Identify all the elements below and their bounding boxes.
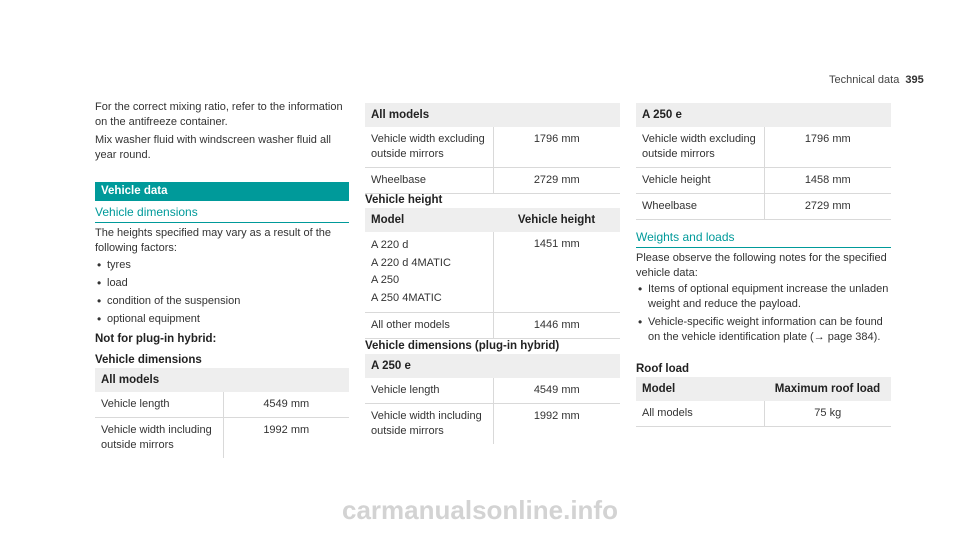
height-table xyxy=(365,208,620,339)
page-number: 395 xyxy=(905,74,924,86)
list-item: • condition of the suspension xyxy=(95,294,349,309)
table-header: All models xyxy=(365,103,620,127)
value-column-header: Vehicle height xyxy=(493,208,620,232)
antifreeze-note: For the correct mixing ratio, refer to the information on the antifreeze container. xyxy=(95,101,343,128)
roof-load-heading: Roof load xyxy=(636,363,690,375)
section-label: Technical data xyxy=(829,74,900,86)
not-hybrid-heading: Not for plug-in hybrid: xyxy=(95,333,217,345)
table-row: Vehicle width excluding outside mirrors 1796 mm xyxy=(636,127,891,168)
list-item: • tyres xyxy=(95,258,349,273)
washer-fluid-note: Mix washer fluid with windscreen washer fluid all year round. xyxy=(95,134,331,161)
table-row: Vehicle length 4549 mm xyxy=(95,392,349,418)
table-row: All other models 1446 mm xyxy=(365,313,620,339)
page-header xyxy=(829,73,924,88)
table-header: A 250 e xyxy=(636,103,891,127)
dimensions-subheading: Vehicle dimensions xyxy=(95,354,202,366)
list-item: • optional equipment xyxy=(95,312,349,327)
dimensions-table xyxy=(95,368,349,458)
table-row: Vehicle width excluding outside mirrors 1796 mm xyxy=(365,127,620,168)
list-item: • load xyxy=(95,276,349,291)
roof-load-table xyxy=(636,377,891,427)
model-column-header: Model xyxy=(365,208,493,232)
a250e-table xyxy=(636,103,891,220)
table-row: Vehicle height 1458 mm xyxy=(636,168,891,194)
hybrid-dimensions-table xyxy=(365,354,620,444)
table-header: All models xyxy=(95,368,349,392)
list-item: • Items of optional equipment increase the unladen weight and reduce the payload. xyxy=(636,282,891,312)
table-row: Vehicle length 4549 mm xyxy=(365,378,620,404)
hybrid-dimensions-heading: Vehicle dimensions (plug-in hybrid) xyxy=(365,340,560,352)
table-row: All models 75 kg xyxy=(636,401,891,427)
weights-intro: Please observe the following notes for the specified vehicle data: xyxy=(636,252,887,279)
vehicle-dimensions-heading: Vehicle dimensions xyxy=(95,205,349,223)
weights-list xyxy=(636,282,891,348)
table-row: Wheelbase 2729 mm xyxy=(636,194,891,220)
value-column-header: Maximum roof load xyxy=(764,377,891,401)
table-row: Vehicle width including outside mirrors 1992 mm xyxy=(365,404,620,445)
heights-intro: The heights specified may vary as a result of the following factors: xyxy=(95,227,332,254)
list-item: • Vehicle-specific weight information can be found on the vehicle identification plate (→ page 384). xyxy=(636,315,891,345)
model-column-header: Model xyxy=(636,377,764,401)
weights-heading: Weights and loads xyxy=(636,230,891,248)
width-table xyxy=(365,103,620,194)
vehicle-height-heading: Vehicle height xyxy=(365,194,443,206)
vehicle-data-band: Vehicle data xyxy=(95,182,349,201)
table-row: Vehicle width including outside mirrors 1992 mm xyxy=(95,418,349,459)
factors-list xyxy=(95,258,349,330)
table-row: Wheelbase 2729 mm xyxy=(365,168,620,194)
table-row: A 220 d A 220 d 4MATIC A 250 A 250 4MATIC 1451 mm xyxy=(365,232,620,313)
table-header: A 250 e xyxy=(365,354,620,378)
watermark: carmanualsonline.info xyxy=(342,495,618,525)
